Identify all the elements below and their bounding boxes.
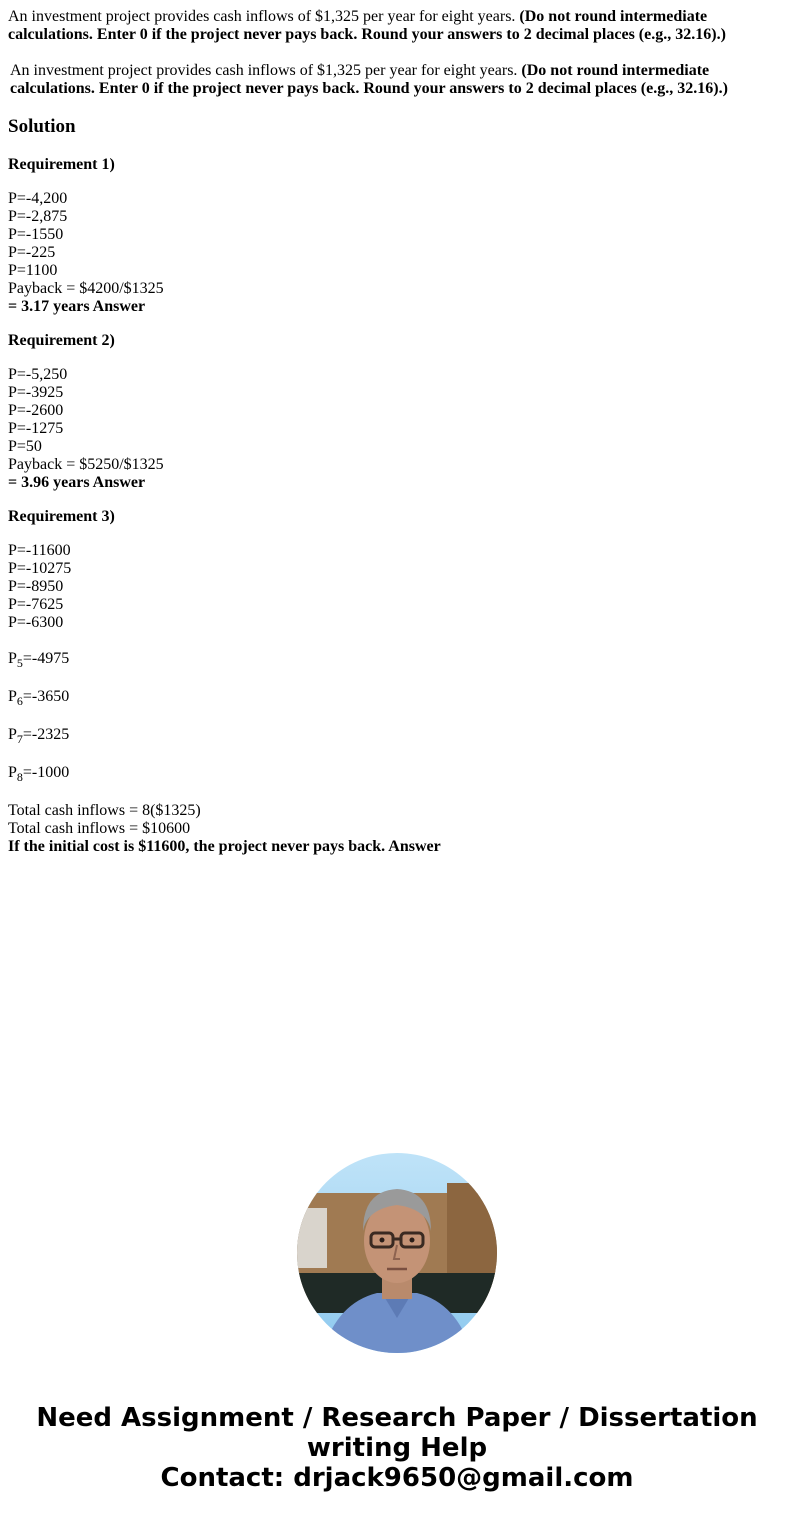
portrait-illustration xyxy=(297,1153,497,1353)
req3-line: P=-7625 xyxy=(8,596,64,613)
req3-line: P=-11600 xyxy=(8,542,71,559)
req3-line: P=-6300 xyxy=(8,614,64,631)
requirement-2-heading: Requirement 2) xyxy=(8,332,115,349)
req3-subscript-line xyxy=(8,726,768,744)
author-photo-avatar xyxy=(297,1153,497,1353)
req3-subscript-line xyxy=(8,764,768,782)
req1-line: P=-2,875 xyxy=(8,208,68,225)
req3-line: P=-8950 xyxy=(8,578,64,595)
req1-line: P=1100 xyxy=(8,262,58,279)
requirement-3-heading: Requirement 3) xyxy=(8,508,115,525)
question-instructions-repeat: (Do not round intermediate calculations. Enter 0 if the project never pays back. Round your answers to 2 decimal places (e.g., 32.16).) xyxy=(10,62,728,97)
question-statement-repeat: An investment project provides cash inflows of $1,325 per year for eight years. xyxy=(10,62,522,79)
cumulative-value: =-3650 xyxy=(22,688,70,705)
p-symbol: P xyxy=(8,688,17,705)
req2-line: P=50 xyxy=(8,438,42,455)
cumulative-value: =-4975 xyxy=(22,650,70,667)
solution-document xyxy=(8,8,768,856)
question-text xyxy=(8,8,768,44)
year-subscript: 5 xyxy=(16,656,23,670)
solution-heading: Solution xyxy=(8,116,76,137)
year-subscript: 7 xyxy=(16,732,23,746)
req1-line: P=-4,200 xyxy=(8,190,68,207)
requirement-2-body xyxy=(8,366,768,492)
req2-answer: = 3.96 years Answer xyxy=(8,474,146,491)
req3-answer: If the initial cost is $11600, the project never pays back. Answer xyxy=(8,838,441,855)
promo-footer xyxy=(0,1403,794,1493)
question-text-repeat xyxy=(10,62,768,98)
req3-line: P=-10275 xyxy=(8,560,72,577)
question-instructions: (Do not round intermediate calculations. Enter 0 if the project never pays back. Round your answers to 2 decimal places (e.g., 32.16).) xyxy=(8,8,726,43)
cumulative-value: =-2325 xyxy=(22,726,70,743)
total-cash-inflows-formula: Total cash inflows = 8($1325) xyxy=(8,802,201,819)
p-symbol: P xyxy=(8,764,17,781)
promo-contact-line: Contact: drjack9650@gmail.com xyxy=(160,1463,634,1493)
req1-line: P=-1550 xyxy=(8,226,64,243)
promo-line-2: writing Help xyxy=(306,1433,488,1463)
req1-payback: Payback = $4200/$1325 xyxy=(8,280,164,297)
req2-line: P=-1275 xyxy=(8,420,64,437)
requirement-3-body xyxy=(8,542,768,632)
req1-line: P=-225 xyxy=(8,244,56,261)
requirement-3-totals xyxy=(8,802,768,856)
year-subscript: 6 xyxy=(16,694,23,708)
requirement-3-subscript-lines xyxy=(8,650,768,782)
total-cash-inflows-value: Total cash inflows = $10600 xyxy=(8,820,191,837)
req2-line: P=-5,250 xyxy=(8,366,68,383)
req3-subscript-line xyxy=(8,650,768,668)
req2-line: P=-3925 xyxy=(8,384,64,401)
p-symbol: P xyxy=(8,650,17,667)
req1-answer: = 3.17 years Answer xyxy=(8,298,146,315)
req2-payback: Payback = $5250/$1325 xyxy=(8,456,164,473)
requirement-1-heading: Requirement 1) xyxy=(8,156,115,173)
question-statement: An investment project provides cash inflows of $1,325 per year for eight years. xyxy=(8,8,520,25)
p-symbol: P xyxy=(8,726,17,743)
promo-line-1: Need Assignment / Research Paper / Dissertation xyxy=(36,1403,758,1433)
req3-subscript-line xyxy=(8,688,768,706)
year-subscript: 8 xyxy=(16,770,23,784)
cumulative-value: =-1000 xyxy=(22,764,70,781)
req2-line: P=-2600 xyxy=(8,402,64,419)
requirement-1-body xyxy=(8,190,768,316)
